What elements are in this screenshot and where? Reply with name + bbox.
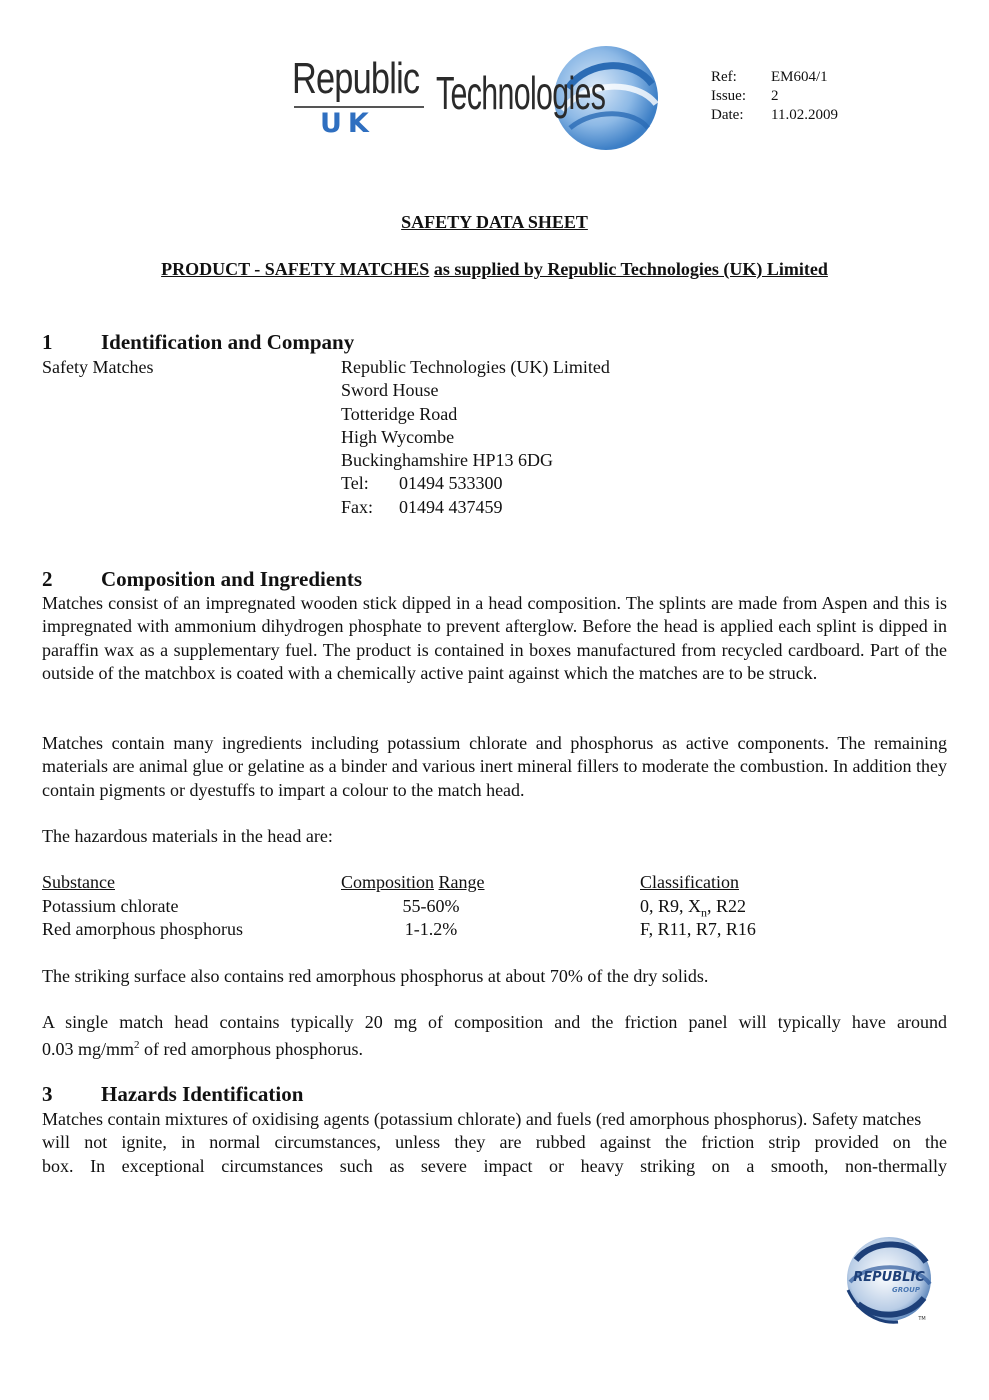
hazards-paragraph-last-line: box. In exceptional circumstances such as severe impact or heavy striking on a smooth, non-thermally	[42, 1156, 947, 1176]
table-header-composition: Composition Range	[341, 872, 485, 892]
tel-value: 01494 533300	[399, 473, 503, 494]
address-line: Republic Technologies (UK) Limited	[341, 357, 610, 377]
section-2-title: Composition and Ingredients	[101, 567, 363, 591]
table-cell-range: 1-1.2%	[404, 919, 458, 939]
document-title: SAFETY DATA SHEET	[401, 212, 588, 232]
footer-logo-group: GROUP	[892, 1286, 920, 1294]
product-name: PRODUCT - SAFETY MATCHES	[161, 259, 430, 279]
ref-label: Ref:	[711, 69, 737, 85]
product-supplier: as supplied by Republic Technologies (UK) Limited	[433, 259, 828, 279]
table-cell-classification: 0, R9, $X_n$, R22	[640, 896, 747, 920]
section-3-number: 3	[42, 1082, 53, 1106]
composition-paragraph-1: Matches consist of an impregnated wooden stick dipped in a head composition. The splints are made from Aspen and this is impregnated with ammonium dihydrogen phosphate to prevent afterglow. Before the head is applied each splint is dipped in paraffin wax as a supplementary fuel. The product is contained in boxes manufactured from recycled cardboard. Part of the outside of the matchbox is coated with a chemically active paint against which the matches are to be struck.	[42, 593, 947, 683]
hazardous-materials-intro: The hazardous materials in the head are:	[42, 826, 333, 846]
address-line: Sword House	[341, 380, 439, 401]
table-header-substance: Substance	[42, 872, 115, 892]
product-identifier: Safety Matches	[42, 357, 154, 377]
company-address	[341, 356, 610, 519]
striking-surface-paragraph: The striking surface also contains red amorphous phosphorus at about 70% of the dry solids.	[42, 966, 709, 986]
issue-label: Issue:	[711, 88, 746, 104]
match-head-paragraph-line-1: A single match head contains typically 20 mg of composition and the friction panel will typically have around	[42, 1012, 947, 1032]
section-2-heading	[42, 567, 362, 592]
ref-value: EM604/1	[771, 69, 828, 85]
fax-label: Fax:	[341, 496, 374, 517]
fax	[341, 496, 610, 519]
section-3-title: Hazards Identification	[101, 1082, 304, 1106]
table-cell-range: 55-60%	[402, 896, 460, 916]
table-cell-classification: F, R11, R7, R16	[640, 919, 756, 939]
footer-logo-republic: REPUBLIC	[853, 1270, 925, 1285]
section-3-heading	[42, 1082, 303, 1107]
telephone	[341, 472, 610, 495]
date-value: 11.02.2009	[771, 107, 838, 123]
section-1-number: 1	[42, 330, 53, 354]
hazards-paragraph: Matches contain mixtures of oxidising agents (potassium chlorate) and fuels (red amorphous phosphorus). Safety matches will not ignite, in normal circumstances, unless they are rubbed against the friction strip provided on the	[42, 1109, 947, 1153]
logo-uk-text: UK	[320, 108, 375, 139]
logo-republic-text: Republic	[292, 54, 420, 103]
footer-logo-tm: TM	[918, 1316, 926, 1322]
table-header-classification: Classification	[640, 872, 739, 892]
address-line: Buckinghamshire HP13 6DG	[341, 450, 553, 471]
section-1-heading	[42, 330, 354, 355]
section-1-title: Identification and Company	[101, 330, 355, 354]
fax-value: 01494 437459	[399, 496, 503, 517]
composition-paragraph-2: Matches contain many ingredients including potassium chlorate and phosphorus as active components. The remaining materials are animal glue or gelatine as a binder and various inert mineral fillers to moderate the combustion. In addition they contain pigments or dyestuffs to impart a colour to the match head.	[42, 733, 947, 800]
section-2-number: 2	[42, 567, 53, 591]
match-head-paragraph-line-2: 0.03 $mg/mm^2$ of red amorphous phosphorus.	[42, 1039, 363, 1059]
company-logo	[278, 40, 698, 164]
address-line: Totteridge Road	[341, 403, 458, 424]
date-label: Date:	[711, 107, 744, 123]
product-line	[0, 259, 989, 280]
table-cell-substance: Potassium chlorate	[42, 896, 179, 916]
issue-value: 2	[771, 88, 779, 104]
tel-label: Tel:	[341, 473, 369, 494]
republic-group-logo-icon	[838, 1232, 944, 1332]
table-cell-substance: Red amorphous phosphorus	[42, 919, 243, 939]
logo-technologies-text: Technologies	[436, 67, 606, 119]
address-line: High Wycombe	[341, 426, 455, 447]
